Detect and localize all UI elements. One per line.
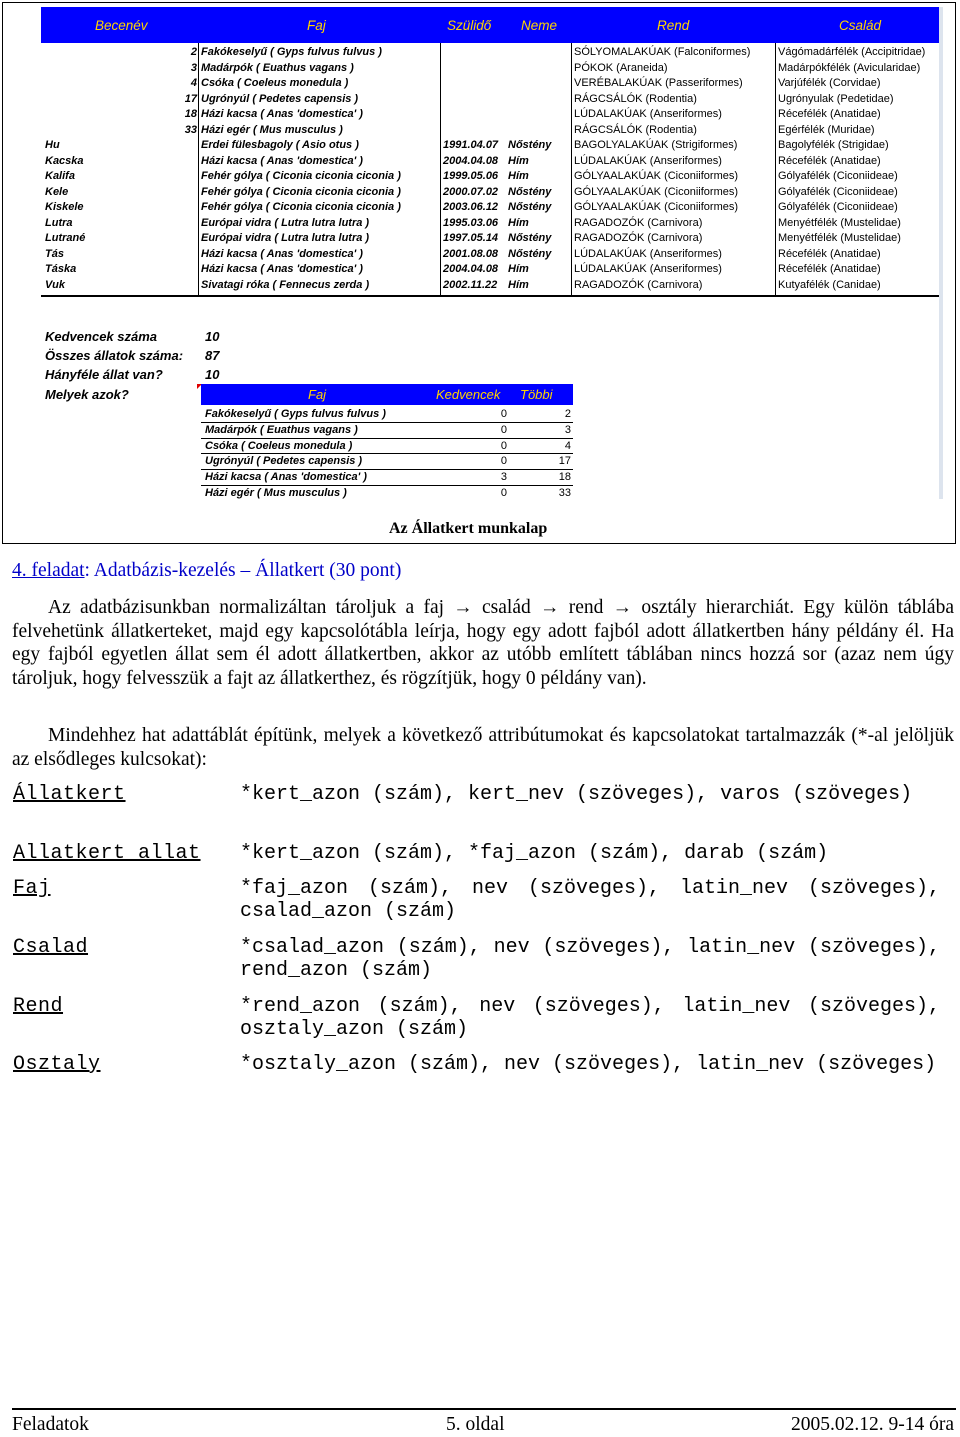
- cell-nick: Kacska: [45, 154, 84, 167]
- table-name: Rend: [13, 995, 64, 1018]
- table-name: Állatkert: [13, 783, 126, 806]
- cell-species: Fehér gólya ( Ciconia ciconia ciconia ): [201, 201, 401, 213]
- summary-other: 17: [558, 455, 571, 468]
- cell-order: GÓLYAALAKÚAK (Ciconiiformes): [574, 170, 739, 182]
- sheet-row: [41, 76, 942, 92]
- footer-left: Feladatok: [12, 1414, 89, 1435]
- table-attributes: *osztaly_azon (szám), nev (szöveges), latin_nev (szöveges): [240, 1053, 937, 1076]
- cell-birth: 1991.04.07: [443, 139, 499, 151]
- cell-birth: 1999.05.06: [443, 170, 499, 182]
- cell-family: Kutyafélék (Canidae): [778, 278, 881, 291]
- sheet-row: [41, 278, 942, 294]
- summary-fav: 3: [500, 471, 507, 484]
- footer-right: 2005.02.12. 9-14 óra: [790, 1414, 954, 1435]
- cell-nick: Kele: [45, 185, 69, 198]
- table-attributes: *kert_azon (szám), kert_nev (szöveges), varos (szöveges): [240, 783, 913, 806]
- column-divider: [571, 43, 572, 295]
- sheet-row: [41, 185, 942, 201]
- paragraph-2: Mindehhez hat adattáblát építünk, melyek a következő attribútumokat és kapcsolatokat tartalmazzák (*-al jelöljük az elsődleges kulcsokat):: [12, 725, 954, 770]
- cell-species: Házi kacsa ( Anas 'domestica' ): [201, 108, 363, 120]
- task-number: 4. feladat: [12, 560, 85, 581]
- stat-label: Összes állatok száma:: [45, 348, 184, 363]
- cell-sex: Nőstény: [508, 247, 552, 260]
- cell-order: RÁGCSÁLÓK (Rodentia): [574, 92, 697, 105]
- cell-sex: Nőstény: [508, 185, 552, 198]
- cell-nick: Vuk: [45, 278, 65, 291]
- cell-family: Madárpókfélék (Avicularidae): [778, 61, 921, 74]
- summary-species: Ugrónyúl ( Pedetes capensis ): [205, 455, 363, 468]
- cell-order: RAGADOZÓK (Carnivora): [574, 278, 703, 291]
- summary-row: [201, 423, 573, 439]
- summary-fav: 0: [500, 487, 507, 499]
- cell-order: SÓLYOMALAKÚAK (Falconiformes): [574, 46, 751, 58]
- summary-header-kedvencek: Kedvencek: [436, 387, 501, 402]
- cell-species: Európai vidra ( Lutra lutra lutra ): [201, 216, 370, 229]
- summary-fav: 0: [500, 455, 507, 468]
- cell-sex: Hím: [508, 170, 529, 182]
- summary-fav: 0: [500, 423, 507, 436]
- cell-family: Gólyafélék (Ciconiideae): [778, 185, 898, 198]
- cell-order: LÚDALAKÚAK (Anseriformes): [574, 154, 722, 167]
- cell-family: Egérfélék (Muridae): [778, 123, 875, 136]
- stat-label: Kedvencek száma: [45, 329, 158, 344]
- summary-header-faj: Faj: [308, 387, 327, 402]
- header-rend: Rend: [657, 18, 690, 33]
- cell-sex: Nőstény: [508, 232, 552, 244]
- cell-id: 17: [184, 92, 197, 105]
- cell-nick: Hu: [45, 139, 60, 151]
- cell-family: Varjúfélék (Corvidae): [778, 77, 881, 89]
- cell-family: Ugrónyulak (Pedetidae): [778, 92, 894, 105]
- table-attributes: *faj_azon (szám), nev (szöveges), latin_nev (szöveges), csalad_azon (szám): [240, 877, 940, 923]
- summary-fav: 0: [500, 439, 507, 452]
- sheet-row: [41, 154, 942, 170]
- summary-row: [201, 486, 573, 499]
- summary-other: 2: [564, 408, 571, 420]
- cell-family: Récefélék (Anatidae): [778, 263, 881, 275]
- cell-species: Fehér gólya ( Ciconia ciconia ciconia ): [201, 170, 401, 182]
- sheet-row: [41, 216, 942, 232]
- summary-species: Házi egér ( Mus musculus ): [205, 487, 347, 499]
- cell-birth: 2002.11.22: [443, 278, 498, 291]
- sheet-row: [41, 262, 942, 278]
- cell-order: RAGADOZÓK (Carnivora): [574, 232, 703, 244]
- cell-family: Menyétfélék (Mustelidae): [778, 216, 901, 229]
- sheet-row: [41, 107, 942, 123]
- cell-order: GÓLYAALAKÚAK (Ciconiiformes): [574, 201, 739, 213]
- cell-sex: Hím: [508, 263, 529, 275]
- cell-species: Fakókeselyű ( Gyps fulvus fulvus ): [201, 46, 382, 58]
- table-name: Allatkert_allat: [13, 842, 201, 865]
- summary-row: [201, 470, 573, 486]
- sheet-row: [41, 61, 942, 77]
- cell-family: Bagolyfélék (Strigidae): [778, 139, 889, 151]
- cell-nick: Lutra: [45, 216, 73, 229]
- cell-id: 18: [184, 108, 197, 120]
- sheet-row: [41, 247, 942, 263]
- summary-header-tobbi: Többi: [520, 387, 553, 402]
- sheet-row: [41, 92, 942, 108]
- cell-order: GÓLYAALAKÚAK (Ciconiiformes): [574, 185, 739, 198]
- cell-family: Récefélék (Anatidae): [778, 247, 881, 260]
- paragraph-1: Az adatbázisunkban normalizáltan tároljuk a faj → család → rend → osztály hierarchiát. Egy külön táblába felvehetünk állatkerteket, majd egy kapcsolótábla leírja, hogy egy adott fajból adott állatkertben hány példány él. Ha egy fajból egyetlen állat sem él adott állatkertben, akkor az utóbb említett táblában nincs hozzá sor (azaz nem úgy tároljuk, hogy felvesszük a fajt az állatkerthez, és rögzítjük, hogy 0 példány van).: [12, 597, 954, 689]
- summary-other: 4: [564, 439, 571, 452]
- sheet-row: [41, 45, 942, 61]
- summary-other: 3: [564, 423, 571, 436]
- spreadsheet: [41, 7, 946, 499]
- cell-family: Récefélék (Anatidae): [778, 108, 881, 120]
- cell-birth: 2000.07.02: [443, 185, 499, 198]
- stat-label: Hányféle állat van?: [45, 367, 163, 382]
- footer-center: 5. oldal: [446, 1414, 505, 1435]
- cell-family: Menyétfélék (Mustelidae): [778, 232, 901, 244]
- header-becenev: Becenév: [95, 18, 148, 33]
- summary-species: Fakókeselyű ( Gyps fulvus fulvus ): [205, 408, 386, 420]
- column-divider: [440, 43, 441, 295]
- task-title-text: : Adatbázis-kezelés – Állatkert (30 pont): [84, 560, 402, 581]
- cell-order: LÚDALAKÚAK (Anseriformes): [574, 247, 722, 260]
- header-csalad: Család: [839, 18, 882, 33]
- cell-nick: Tás: [45, 247, 64, 260]
- sheet-header-row: [41, 7, 942, 43]
- header-faj: Faj: [307, 18, 326, 33]
- summary-header-row: [201, 384, 573, 405]
- cell-species: Erdei fülesbagoly ( Asio otus ): [201, 139, 359, 151]
- figure-caption: Az Állatkert munkalap: [389, 520, 548, 537]
- sheet-scrollbar[interactable]: [939, 7, 943, 499]
- cell-nick: Kiskele: [45, 201, 84, 213]
- table-name: Faj: [13, 877, 51, 900]
- cell-order: VERÉBALAKÚAK (Passeriformes): [574, 77, 743, 89]
- cell-sex: Nőstény: [508, 201, 552, 213]
- cell-order: LÚDALAKÚAK (Anseriformes): [574, 108, 722, 120]
- cell-order: BAGOLYALAKÚAK (Strigiformes): [574, 139, 738, 151]
- cell-species: Házi kacsa ( Anas 'domestica' ): [201, 154, 363, 167]
- stat-value: 87: [205, 348, 220, 363]
- cell-birth: 1995.03.06: [443, 216, 499, 229]
- table-name: Osztaly: [13, 1053, 101, 1076]
- cell-id: 2: [190, 46, 197, 58]
- cell-birth: 2004.04.08: [443, 263, 499, 275]
- cell-nick: Táska: [45, 263, 77, 275]
- sheet-row: [41, 138, 942, 154]
- cell-order: RAGADOZÓK (Carnivora): [574, 216, 703, 229]
- summary-species: Csóka ( Coeleus monedula ): [205, 439, 353, 452]
- cell-nick: Kalifa: [45, 170, 75, 182]
- stat-value: 10: [205, 367, 220, 382]
- stat-value: 10: [205, 329, 220, 344]
- cell-sex: Hím: [508, 278, 529, 291]
- cell-family: Récefélék (Anatidae): [778, 154, 881, 167]
- cell-sex: Nőstény: [508, 139, 552, 151]
- cell-sex: Hím: [508, 216, 529, 229]
- cell-species: Házi kacsa ( Anas 'domestica' ): [201, 247, 363, 260]
- summary-row: [201, 407, 573, 423]
- cell-birth: 2004.04.08: [443, 154, 499, 167]
- summary-other: 18: [558, 471, 571, 484]
- cell-order: PÓKOK (Araneida): [574, 61, 668, 74]
- cell-species: Európai vidra ( Lutra lutra lutra ): [201, 232, 370, 244]
- cell-order: LÚDALAKÚAK (Anseriformes): [574, 263, 722, 275]
- table-name: Csalad: [13, 936, 89, 959]
- header-szulido: Szülidő: [447, 18, 492, 33]
- table-attributes: *kert_azon (szám), *faj_azon (szám), darab (szám): [240, 842, 829, 865]
- sheet-row: [41, 200, 942, 216]
- cell-species: Ugrónyúl ( Pedetes capensis ): [201, 92, 359, 105]
- cell-sex: Hím: [508, 154, 529, 167]
- sheet-bottom-border: [41, 295, 942, 297]
- cell-family: Vágómadárfélék (Accipitridae): [778, 46, 926, 58]
- column-divider: [775, 43, 776, 295]
- task-title: [12, 560, 401, 582]
- sheet-row: [41, 169, 942, 185]
- summary-row: [201, 454, 573, 470]
- cell-species: Házi egér ( Mus musculus ): [201, 123, 343, 136]
- summary-other: 33: [558, 487, 571, 499]
- cell-order: RÁGCSÁLÓK (Rodentia): [574, 123, 697, 136]
- cell-id: 33: [184, 123, 197, 136]
- cell-species: Sivatagi róka ( Fennecus zerda ): [201, 278, 370, 291]
- sheet-row: [41, 231, 942, 247]
- table-attributes: *rend_azon (szám), nev (szöveges), latin_nev (szöveges), osztaly_azon (szám): [240, 995, 940, 1041]
- summary-fav: 0: [500, 408, 507, 420]
- cell-species: Madárpók ( Euathus vagans ): [201, 61, 354, 74]
- summary-row: [201, 439, 573, 455]
- cell-species: Házi kacsa ( Anas 'domestica' ): [201, 263, 363, 275]
- column-divider: [198, 43, 199, 295]
- cell-species: Fehér gólya ( Ciconia ciconia ciconia ): [201, 185, 401, 198]
- header-neme: Neme: [521, 18, 558, 33]
- footer-divider: [12, 1408, 956, 1410]
- cell-birth: 2003.06.12: [443, 201, 499, 213]
- sheet-row: [41, 123, 942, 139]
- cell-birth: 2001.08.08: [443, 247, 499, 260]
- cell-species: Csóka ( Coeleus monedula ): [201, 77, 349, 89]
- stat-label: Melyek azok?: [45, 387, 129, 402]
- cell-id: 4: [190, 77, 197, 89]
- cell-birth: 1997.05.14: [443, 232, 499, 244]
- spreadsheet-figure: [2, 2, 956, 544]
- cell-family: Gólyafélék (Ciconiideae): [778, 170, 898, 182]
- table-attributes: *csalad_azon (szám), nev (szöveges), latin_nev (szöveges), rend_azon (szám): [240, 936, 940, 982]
- cell-id: 3: [190, 61, 197, 74]
- summary-species: Házi kacsa ( Anas 'domestica' ): [205, 471, 367, 484]
- cell-family: Gólyafélék (Ciconiideae): [778, 201, 898, 213]
- cell-nick: Lutrané: [45, 232, 86, 244]
- summary-species: Madárpók ( Euathus vagans ): [205, 423, 358, 436]
